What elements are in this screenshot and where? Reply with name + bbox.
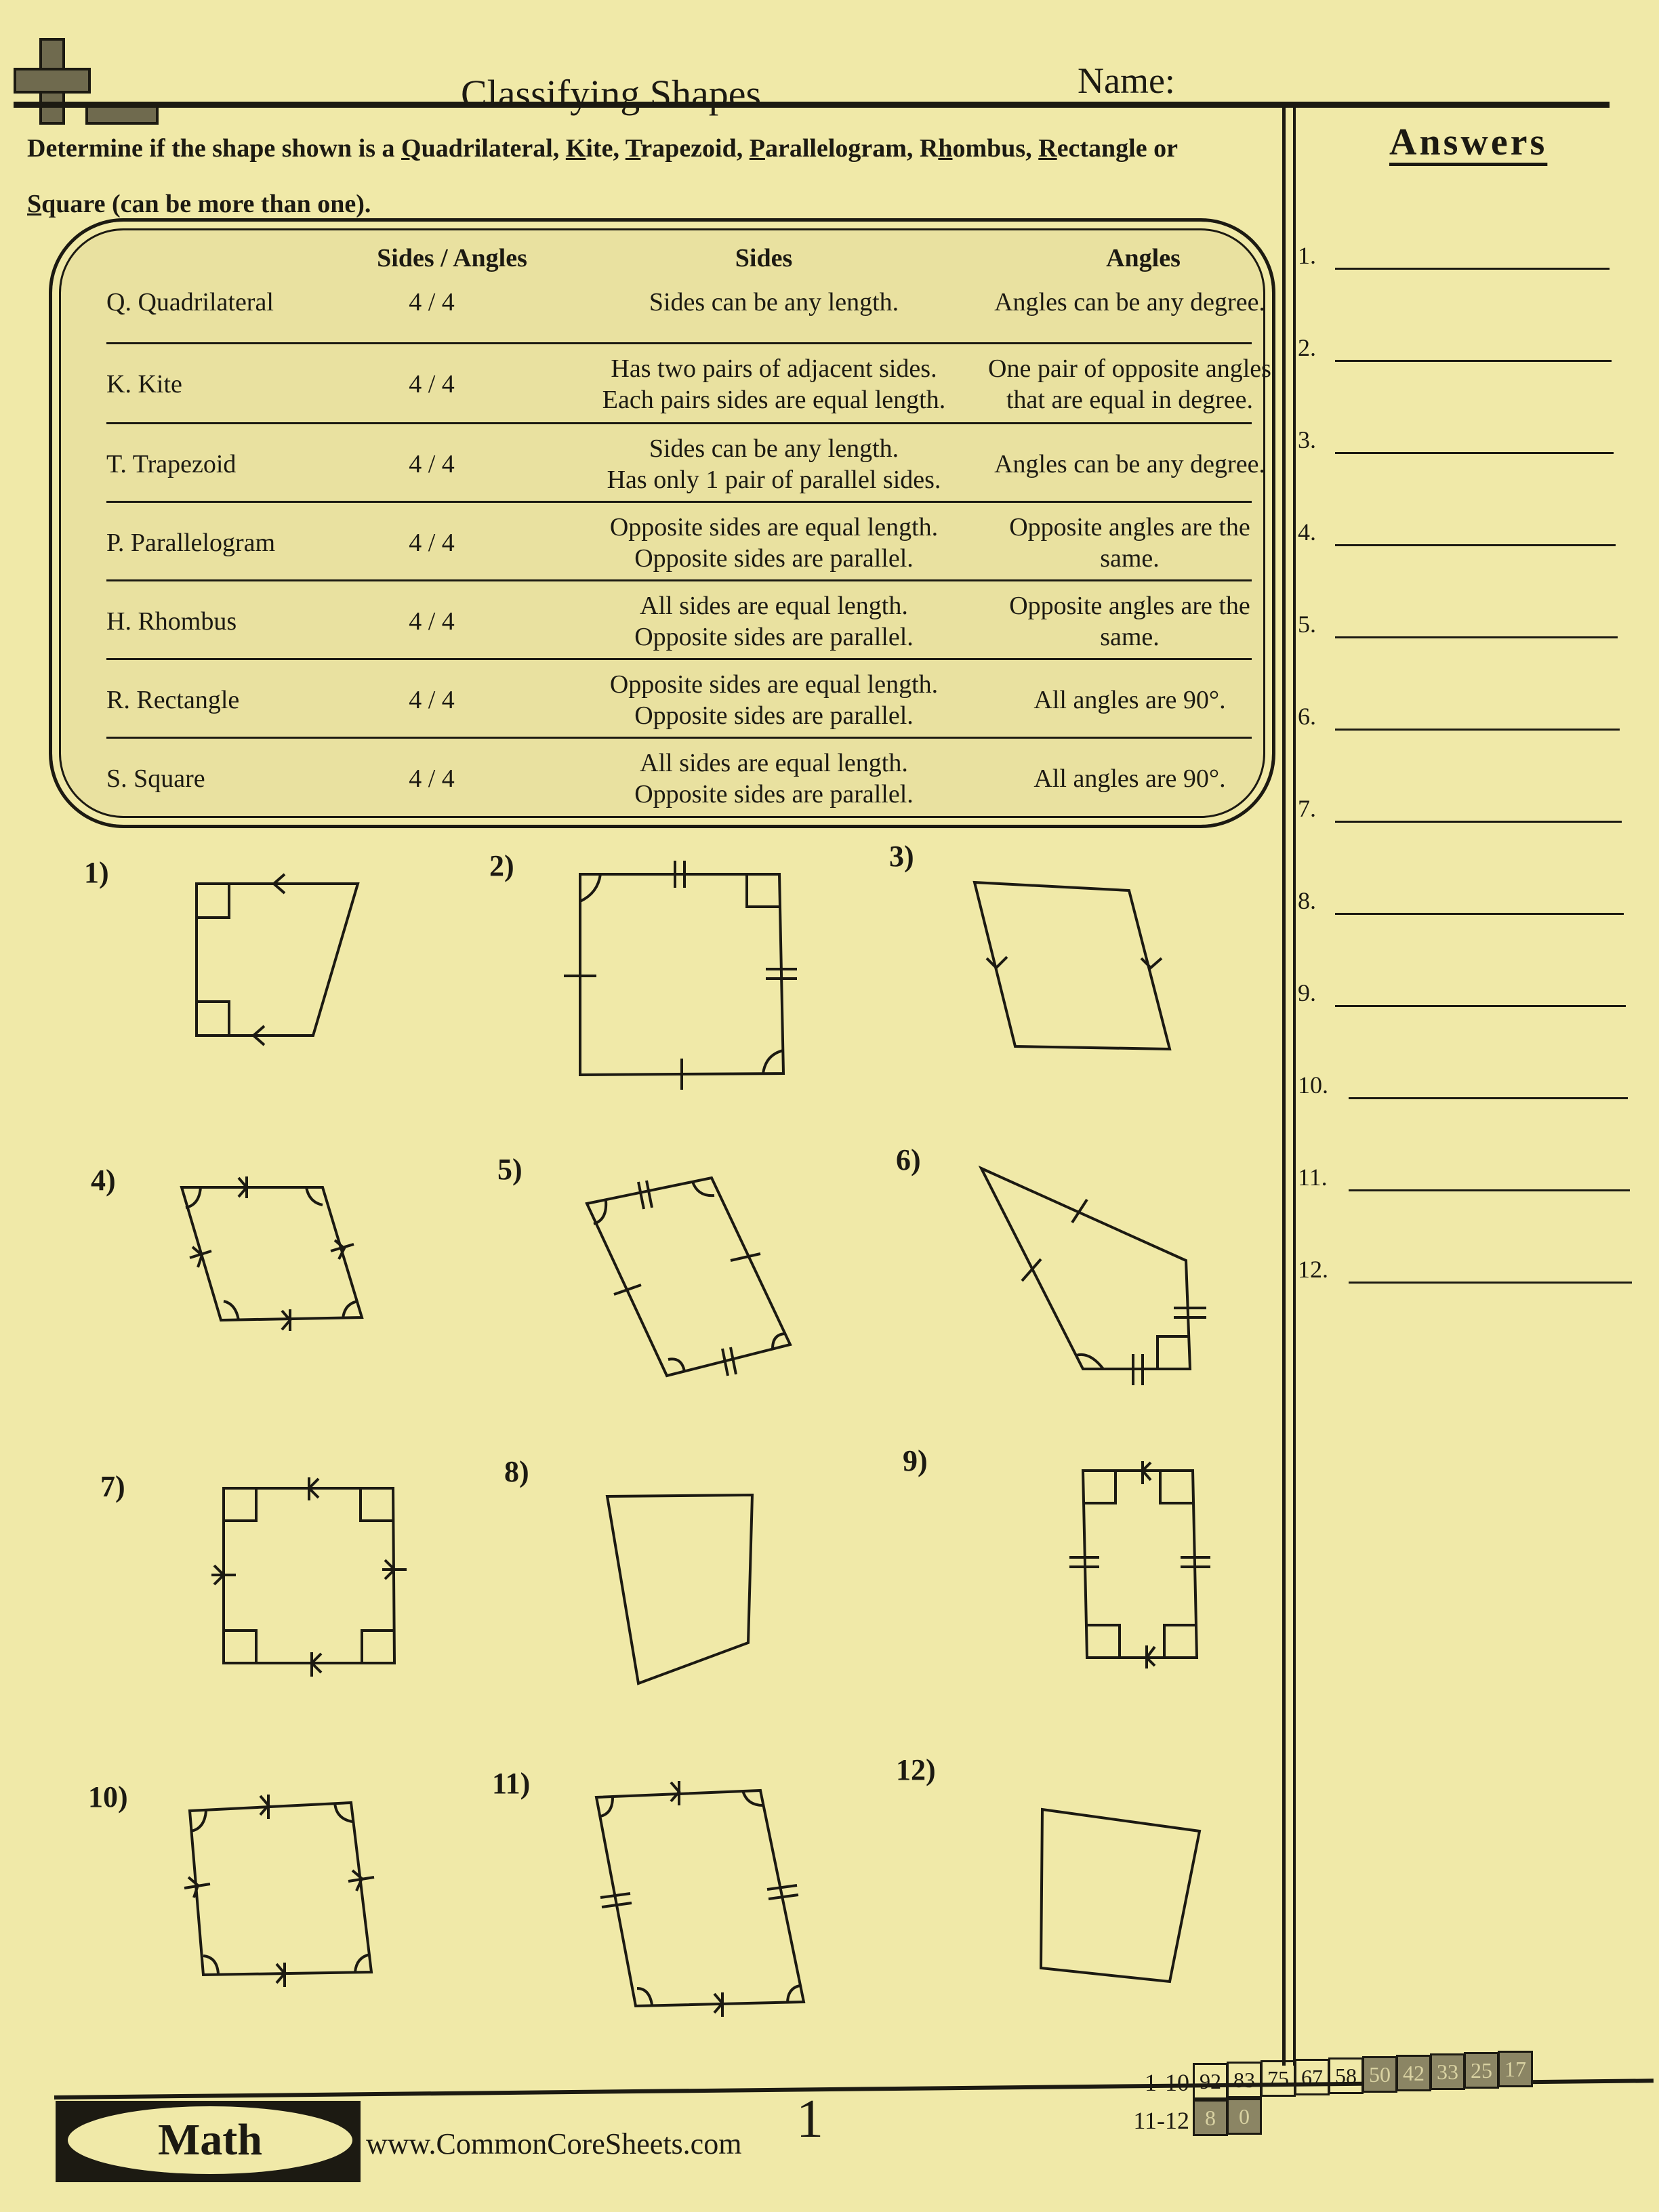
shape-12-quadrilateral <box>1041 1809 1200 1982</box>
answer-number: 12. <box>1298 1256 1328 1283</box>
sides-angles-count: 4 / 4 <box>409 288 455 316</box>
answer-blank[interactable] <box>1335 821 1622 823</box>
answer-blank[interactable] <box>1349 1282 1632 1284</box>
problem-number: 3) <box>889 840 914 873</box>
shape-3-parallelogram <box>975 882 1170 1049</box>
name-label: Name: <box>1078 60 1175 101</box>
sides-rule: All sides are equal length. Opposite sides are parallel. <box>634 592 914 651</box>
angles-rule: Opposite angles are the same. <box>1009 592 1250 651</box>
shape-name: T. Trapezoid <box>106 450 237 478</box>
answer-line[interactable] <box>1298 417 1614 458</box>
shape-6-kite <box>981 1168 1206 1385</box>
problem-number: 8) <box>504 1455 529 1488</box>
score-cell: 50 <box>1362 2056 1397 2093</box>
shape-name: R. Rectangle <box>106 686 240 714</box>
problem-number: 1) <box>84 856 109 889</box>
shape-2-square <box>564 861 797 1090</box>
shape-10-rhombus <box>184 1795 374 1987</box>
shape-4-rhombus <box>182 1176 362 1331</box>
shape-name: Q. Quadrilateral <box>106 288 274 316</box>
page-title: Classifying Shapes <box>461 72 762 116</box>
page-number: 1 <box>796 2089 823 2149</box>
score-cell: 58 <box>1328 2057 1364 2094</box>
answer-number: 9. <box>1298 979 1316 1006</box>
math-badge-label: Math <box>68 2106 352 2174</box>
answer-number: 10. <box>1298 1071 1328 1099</box>
header-sides-angles: Sides / Angles <box>377 244 527 272</box>
score-cell: 0 <box>1227 2098 1262 2135</box>
answer-line[interactable] <box>1298 878 1624 919</box>
column-divider <box>1293 107 1296 2066</box>
answer-number: 6. <box>1298 703 1316 730</box>
column-divider <box>1282 107 1286 2066</box>
shape-5-rhombus <box>587 1178 790 1376</box>
score-cell: 25 <box>1464 2052 1499 2089</box>
sides-angles-count: 4 / 4 <box>409 529 455 557</box>
answer-line[interactable] <box>1298 970 1626 1011</box>
score-label-1-10: 1-10 <box>1145 2069 1189 2096</box>
answer-blank[interactable] <box>1335 729 1620 731</box>
score-cell: 75 <box>1261 2060 1296 2097</box>
answer-blank[interactable] <box>1335 636 1618 638</box>
answer-number: 4. <box>1298 518 1316 546</box>
sides-rule: Sides can be any length. <box>649 288 899 316</box>
sides-rule: Opposite sides are equal length. Opposite sides are parallel. <box>609 513 939 573</box>
sides-rule: All sides are equal length. Opposite sides are parallel. <box>634 749 914 808</box>
answer-blank[interactable] <box>1335 913 1624 915</box>
answer-blank[interactable] <box>1335 452 1614 454</box>
problem-number: 2) <box>489 849 514 882</box>
sides-angles-count: 4 / 4 <box>409 607 455 636</box>
sides-rule: Has two pairs of adjacent sides. Each pairs sides are equal length. <box>602 354 946 414</box>
score-cell: 33 <box>1430 2053 1465 2090</box>
answer-blank[interactable] <box>1335 1005 1626 1007</box>
shape-name: H. Rhombus <box>106 607 237 636</box>
score-cell: 8 <box>1193 2100 1228 2136</box>
score-cell: 67 <box>1294 2059 1330 2095</box>
answer-number: 8. <box>1298 887 1316 914</box>
sides-angles-count: 4 / 4 <box>409 764 455 793</box>
answer-blank[interactable] <box>1349 1189 1630 1191</box>
problem-number: 6) <box>896 1143 921 1176</box>
answer-number: 7. <box>1298 795 1316 822</box>
angles-rule: All angles are 90°. <box>1033 686 1226 714</box>
sides-rule: Opposite sides are equal length. Opposite sides are parallel. <box>609 670 939 730</box>
answer-blank[interactable] <box>1335 544 1616 546</box>
shape-9-rectangle <box>1069 1461 1210 1668</box>
score-labels <box>1122 2064 1189 2139</box>
answer-line[interactable] <box>1298 325 1612 366</box>
problem-number: 12) <box>896 1753 936 1786</box>
answer-line[interactable] <box>1298 694 1620 735</box>
answer-blank[interactable] <box>1335 268 1610 270</box>
sides-angles-count: 4 / 4 <box>409 450 455 478</box>
sides-angles-count: 4 / 4 <box>409 686 455 714</box>
sides-rule: Sides can be any length. Has only 1 pair of parallel sides. <box>607 434 941 494</box>
angles-rule: Angles can be any degree. <box>994 288 1265 316</box>
answer-number: 3. <box>1298 426 1316 453</box>
answer-blank[interactable] <box>1349 1097 1628 1099</box>
answer-line[interactable] <box>1298 786 1622 827</box>
answer-blank[interactable] <box>1335 360 1612 362</box>
answer-number: 2. <box>1298 334 1316 361</box>
answer-line[interactable] <box>1298 1247 1632 1288</box>
answer-line[interactable] <box>1298 1063 1628 1103</box>
answer-line[interactable] <box>1298 1155 1630 1195</box>
answer-number: 5. <box>1298 611 1316 638</box>
score-cell: 17 <box>1498 2051 1533 2087</box>
header-sides: Sides <box>735 244 793 272</box>
problem-number: 10) <box>88 1780 128 1814</box>
problem-number: 4) <box>91 1164 116 1197</box>
score-cell: 92 <box>1193 2063 1228 2100</box>
shape-8-quadrilateral <box>607 1495 752 1683</box>
answer-line[interactable] <box>1298 602 1618 642</box>
angles-rule: One pair of opposite angles that are equal in degree. <box>988 354 1271 414</box>
shape-name: S. Square <box>106 764 205 793</box>
sides-angles-count: 4 / 4 <box>409 370 455 398</box>
instructions: Determine if the shape shown is a Quadrilateral, Kite, Trapezoid, Parallelogram, Rhombus, Rectangle or Square (can be more than one). <box>27 134 1178 218</box>
problem-number: 11) <box>492 1767 531 1800</box>
shape-1-trapezoid <box>197 874 358 1045</box>
problem-number: 9) <box>903 1444 928 1477</box>
shape-11-parallelogram <box>596 1781 804 2017</box>
angles-rule: Opposite angles are the same. <box>1009 513 1250 573</box>
answer-line[interactable] <box>1298 510 1616 550</box>
shape-7-square <box>211 1477 407 1677</box>
website-url: www.CommonCoreSheets.com <box>366 2127 742 2160</box>
score-label-11-12: 11-12 <box>1133 2107 1189 2134</box>
answers-title: Answers <box>1389 121 1548 163</box>
answer-number: 11. <box>1298 1164 1328 1191</box>
answer-line[interactable] <box>1298 233 1610 274</box>
answer-number: 1. <box>1298 242 1316 269</box>
shape-name: P. Parallelogram <box>106 529 276 557</box>
score-cell: 83 <box>1227 2062 1262 2098</box>
shape-name: K. Kite <box>106 370 182 398</box>
problem-number: 7) <box>100 1470 125 1503</box>
angles-rule: Angles can be any degree. <box>994 450 1265 478</box>
problem-number: 5) <box>497 1153 523 1186</box>
header-angles: Angles <box>1106 244 1181 272</box>
score-cell: 42 <box>1396 2055 1431 2091</box>
angles-rule: All angles are 90°. <box>1033 764 1226 793</box>
